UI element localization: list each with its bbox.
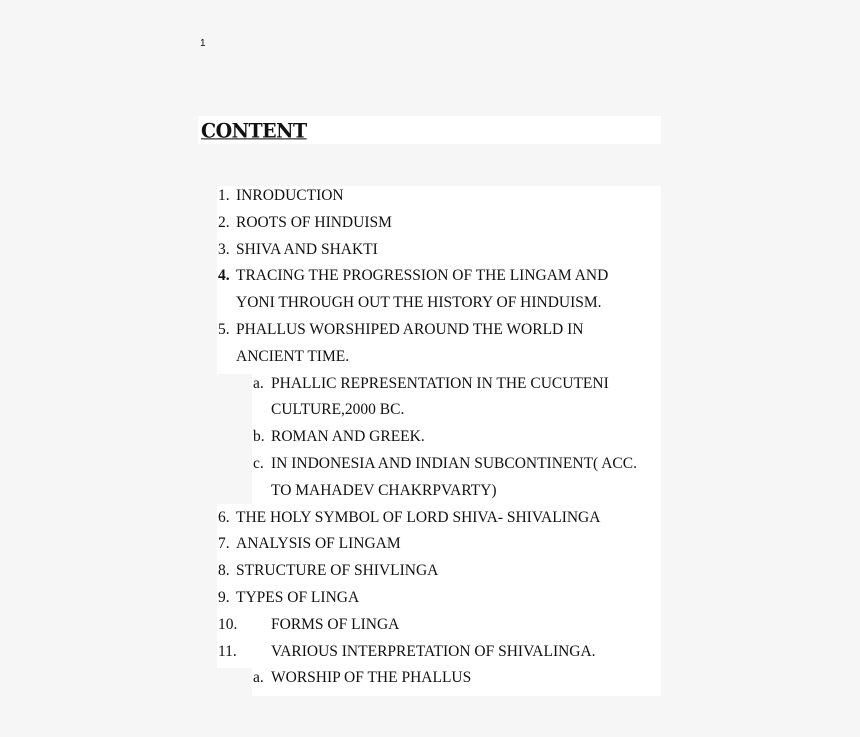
- page-title: CONTENT: [201, 119, 307, 143]
- toc-item-text: PHALLUS WORSHIPED AROUND THE WORLD IN: [236, 321, 584, 338]
- toc-item-text: TYPES OF LINGA: [236, 589, 360, 606]
- toc-item-text: THE HOLY SYMBOL OF LORD SHIVA- SHIVALINGA: [236, 508, 601, 526]
- toc-item-number: b.: [253, 428, 265, 446]
- toc-item-text: ROOTS OF HINDUISM: [236, 213, 392, 231]
- toc-item-text: INRODUCTION: [236, 187, 344, 204]
- toc-item-text: SHIVA AND SHAKTI: [236, 240, 378, 258]
- toc-item-text: PHALLIC REPRESENTATION IN THE CUCUTENI: [271, 374, 609, 392]
- toc-item-text: ROMAN AND GREEK.: [271, 428, 425, 446]
- toc-item-number: 6.: [218, 508, 230, 526]
- toc-item-text: WORSHIP OF THE PHALLUS: [271, 669, 472, 687]
- toc-item-number: c.: [253, 455, 264, 472]
- toc-item-number: 9.: [218, 589, 230, 606]
- toc-item-number: 11.: [218, 642, 237, 660]
- toc-item-number: a.: [253, 669, 264, 687]
- toc-item-number: 1.: [218, 187, 230, 204]
- toc-item-text: FORMS OF LINGA: [271, 615, 400, 633]
- toc-item-text: ANCIENT TIME.: [236, 347, 350, 365]
- toc-item-number: 2.: [218, 213, 230, 231]
- toc-item-text: CULTURE,2000 BC.: [271, 401, 405, 419]
- toc-item-text: IN INDONESIA AND INDIAN SUBCONTINENT( ACC.: [271, 455, 637, 472]
- toc-item-number: a.: [253, 374, 264, 392]
- toc-item-text: ANALYSIS OF LINGAM: [236, 535, 401, 553]
- page-number: 1: [200, 38, 206, 49]
- toc-item-number: 7.: [218, 535, 230, 553]
- toc-item-text: YONI THROUGH OUT THE HISTORY OF HINDUISM.: [236, 294, 602, 312]
- toc-item-number: 8.: [218, 562, 230, 580]
- toc-item-text: TRACING THE PROGRESSION OF THE LINGAM AND: [236, 267, 609, 285]
- toc-item-number: 10.: [218, 615, 238, 633]
- toc-item-number: 3.: [218, 240, 230, 258]
- toc-item-text: STRUCTURE OF SHIVLINGA: [236, 562, 439, 580]
- toc-item-text: TO MAHADEV CHAKRPVARTY): [271, 481, 497, 499]
- toc-item-number: 5.: [218, 321, 230, 338]
- toc-item-text: VARIOUS INTERPRETATION OF SHIVALINGA.: [271, 642, 596, 660]
- toc-item-number: 4.: [218, 267, 230, 285]
